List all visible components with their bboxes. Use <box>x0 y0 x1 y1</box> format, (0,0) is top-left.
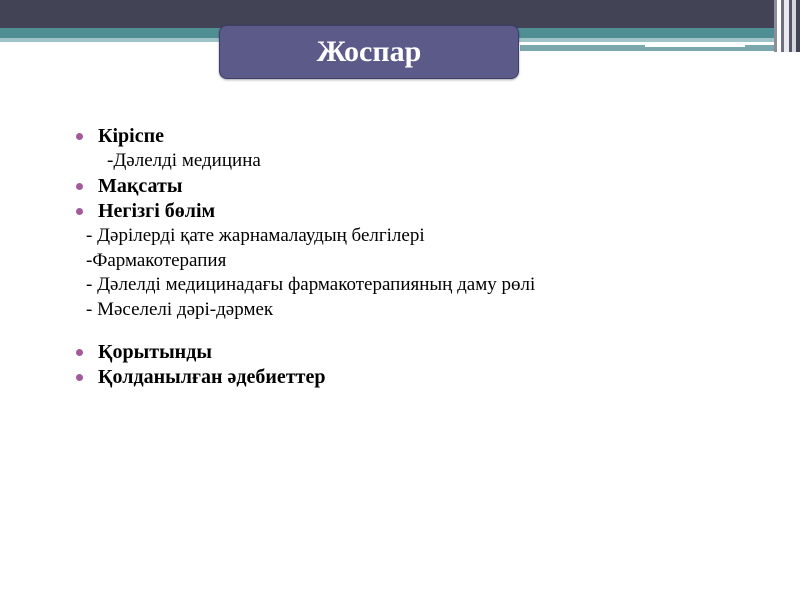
bullet-dot-icon <box>76 133 83 140</box>
bullet-dot-icon <box>76 183 83 190</box>
outline-item-label: Қолданылған әдебиеттер <box>98 366 326 388</box>
outline-item-goal <box>98 174 182 198</box>
bullet-dot-icon <box>76 349 83 356</box>
outline-subitem: - Дәлелді медицинадағы фармакотерапияның даму рөлі <box>86 274 536 295</box>
slide-title: Жоспар <box>316 35 422 68</box>
bullet-dot-icon <box>76 374 83 381</box>
outline-subitem: -Фармакотерапия <box>86 250 227 271</box>
outline-subitem: - Мәселелі дәрі-дәрмек <box>86 299 274 320</box>
bullet-dot-icon <box>76 208 83 215</box>
outline-item-main <box>98 199 215 223</box>
outline-item-intro <box>98 124 164 148</box>
outline-item-conclusion <box>98 340 212 364</box>
outline-item-label: Негізгі бөлім <box>98 200 216 222</box>
outline-subitem: - Дәрілерді қате жарнамалаудың белгілері <box>86 225 425 246</box>
outline-item-label: Кіріспе <box>98 125 165 147</box>
outline-item-label: Қорытынды <box>98 341 212 363</box>
outline-subitem: -Дәлелді медицина <box>107 150 261 171</box>
outline-item-references <box>98 365 325 389</box>
outline-item-label: Мақсаты <box>98 175 183 197</box>
